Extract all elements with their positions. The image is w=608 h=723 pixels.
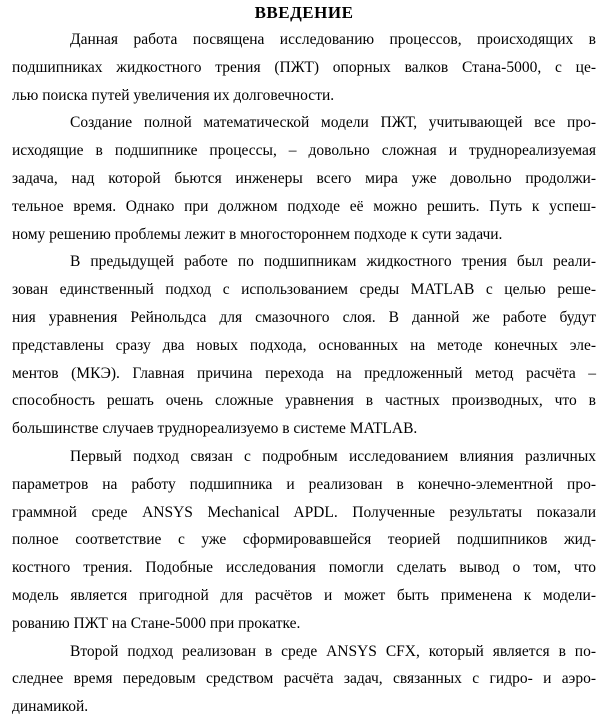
paragraph	[12, 109, 596, 248]
paragraph-line: следнее время передовым средством расчёта задач, связанных с гидро- и аэро-	[12, 670, 596, 688]
paragraph-line: рованию ПЖТ на Стане-5000 при прокатке.	[12, 614, 301, 632]
paragraph-line: ния уравнения Рейнольдса для смазочного слоя. В данной же работе будут	[12, 308, 596, 326]
paragraph-line: граммной среде ANSYS Mechanical APDL. Полученные результаты показали	[12, 503, 596, 521]
paragraph-line: полное соответствие с уже сформировавшейся теорией подшипников жид-	[12, 531, 596, 549]
paragraph-line: Второй подход реализован в среде ANSYS CFX, который является в по-	[70, 642, 596, 660]
paragraph-line: параметров на работу подшипника и реализован в конечно-элементной про-	[12, 475, 596, 493]
document-title: ВВЕДЕНИЕ	[254, 3, 354, 22]
paragraph-line: задача, над которой бьются инженеры всего мира уже довольно продолжи-	[12, 169, 596, 187]
paragraph-line: Данная работа посвящена исследованию процессов, происходящих в	[70, 31, 596, 48]
paragraph-line: подшипниках жидкостного трения (ПЖТ) опорных валков Стана-5000, с це-	[12, 58, 596, 76]
paragraph-line: Первый подход связан с подробным исследованием влияния различных	[70, 447, 596, 465]
paragraph-line: тельное время. Однако при должном подходе её можно решить. Путь к успеш-	[12, 197, 596, 215]
paragraph-line: динамикой.	[12, 698, 89, 716]
paragraph-line: В предыдущей работе по подшипникам жидкостного трения был реали-	[70, 253, 596, 271]
paragraph-line: модель является пригодной для расчётов и может быть применена к модели-	[12, 586, 596, 604]
paragraph-line: лью поиска путей увеличения их долговечности.	[12, 86, 335, 104]
paragraph-line: костного трения. Подобные исследования помогли сделать вывод о том, что	[12, 559, 596, 577]
paragraph-line: ментов (МКЭ). Главная причина перехода на предложенный метод расчёта –	[12, 364, 596, 382]
paragraph-line: представлены сразу два новых подхода, основанных на методе конечных эле-	[12, 336, 596, 354]
paragraph	[12, 248, 596, 443]
paragraph-line: Создание полной математической модели ПЖТ, учитывающей все про-	[70, 114, 596, 132]
paragraph-line: большинстве случаев труднореализуемо в системе MATLAB.	[12, 420, 418, 438]
paragraph-line: зован единственный подход с использованием среды MATLAB с целью реше-	[12, 281, 596, 299]
paragraph-line: исходящие в подшипнике процессы, – довольно сложная и труднореализуемая	[12, 142, 596, 160]
paragraph	[12, 638, 596, 721]
paragraph-line: ному решению проблемы лежит в многостороннем подходе к сути задачи.	[12, 225, 503, 243]
paragraph	[12, 443, 596, 638]
paragraph	[12, 26, 596, 109]
paragraph-line: способность решать очень сложные уравнения в частных производных, что в	[12, 392, 596, 410]
